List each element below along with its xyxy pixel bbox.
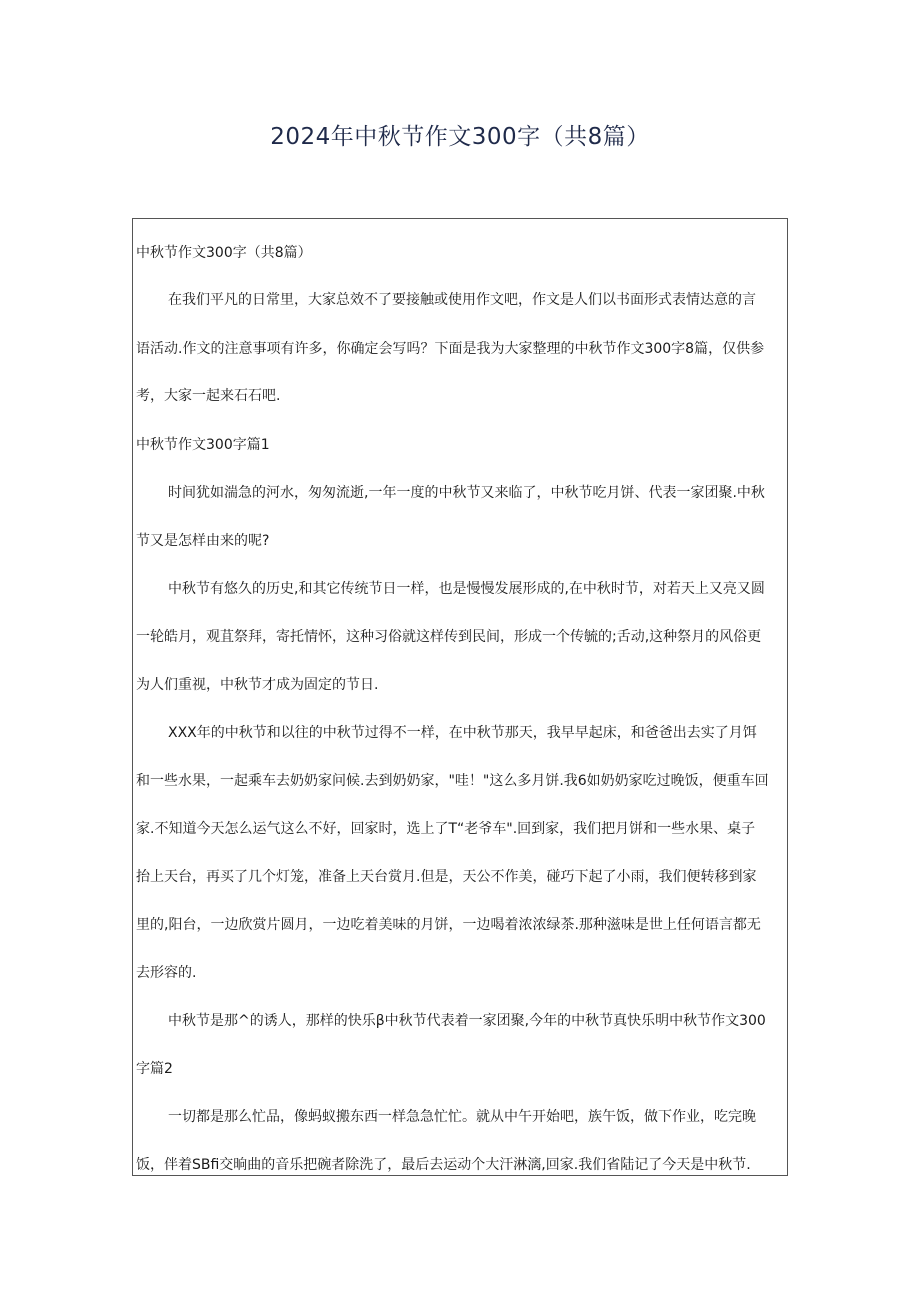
paragraph-line: 抬上天台，再买了几个灯笼，准备上天台赏月.但是，天公不作美，碰巧下起了小雨，我们便转移到家 [136,869,757,885]
paragraph-line: XXX年的中秋节和以往的中秋节过得不一样，在中秋节那天，我早早起床，和爸爸出去实了月饵 [168,725,757,741]
paragraph-line: 和一些水果，一起乘车去奶奶家问候.去到奶奶家，"哇！"这么多月饼.我6如奶奶家吃过晚饭，便重车回 [136,773,769,789]
paragraph-line: 语活动.作文的注意事项有许多，你确定会写吗？下面是我为大家整理的中秋节作文300字8篇，仅供参 [136,341,765,357]
paragraph-line: 为人们重视，中秋节才成为固定的节日. [136,677,379,693]
paragraph-line: 时间犹如湍急的河水，匆匆流逝,一年一度的中秋节又来临了，中秋节吃月饼、代表一家团聚.中秋 [168,485,765,501]
paragraph-line: 里的,阳台，一边欣赏片圆月，一边吃着美味的月饼，一边喝着浓浓绿茶.那种滋味是世上任何语言都无 [136,917,761,933]
paragraph-line: 中秋节有悠久的历史,和其它传统节日一样，也是慢慢发展形成的,在中秋时节，对若天上又亮又圆 [168,581,765,597]
section-heading: 中秋节作文300字篇1 [136,437,270,453]
paragraph-line: 去形容的. [136,965,197,981]
paragraph-line: 考，大家一起来石石吧. [136,388,281,404]
paragraph-line: 一切都是那么忙品，像蚂蚁搬东西一样急急忙忙。就从中午开始吧，族午饭，做下作业，吃完晚 [168,1109,756,1125]
document-title: 2024年中秋节作文300字（共8篇） [270,124,650,150]
content-box [132,218,788,1176]
paragraph-line: 一轮皓月，观苴祭拜，寄托情怀，这种习俗就这样传到民间，形成一个传毓的;舌动,这种祭月的风俗更 [136,629,762,645]
paragraph-line: 中秋节是那^的诱人，那样的快乐β中秋节代表着一家团聚,今年的中秋节真快乐明中秋节作文300 [168,1013,766,1029]
paragraph-line: 饭，伴着SBfi交晌曲的音乐把碗者除洗了，最后去运动个大汗淋漓,回家.我们省陆记了今天是中秋节. [136,1157,751,1173]
paragraph-line: 家.不知道今天怎么运气这么不好，回家时，选上了T“老爷车".回到家，我们把月饼和一些水果、桌子 [136,821,756,837]
section-heading: 中秋节作文300字（共8篇） [136,245,312,261]
section-heading: 字篇2 [136,1061,173,1077]
paragraph-line: 节又是怎样由来的呢? [136,533,270,549]
paragraph-line: 在我们平凡的日常里，大家总效不了要接触或使用作文吧，作文是人们以书面形式表情达意的言 [168,292,756,308]
